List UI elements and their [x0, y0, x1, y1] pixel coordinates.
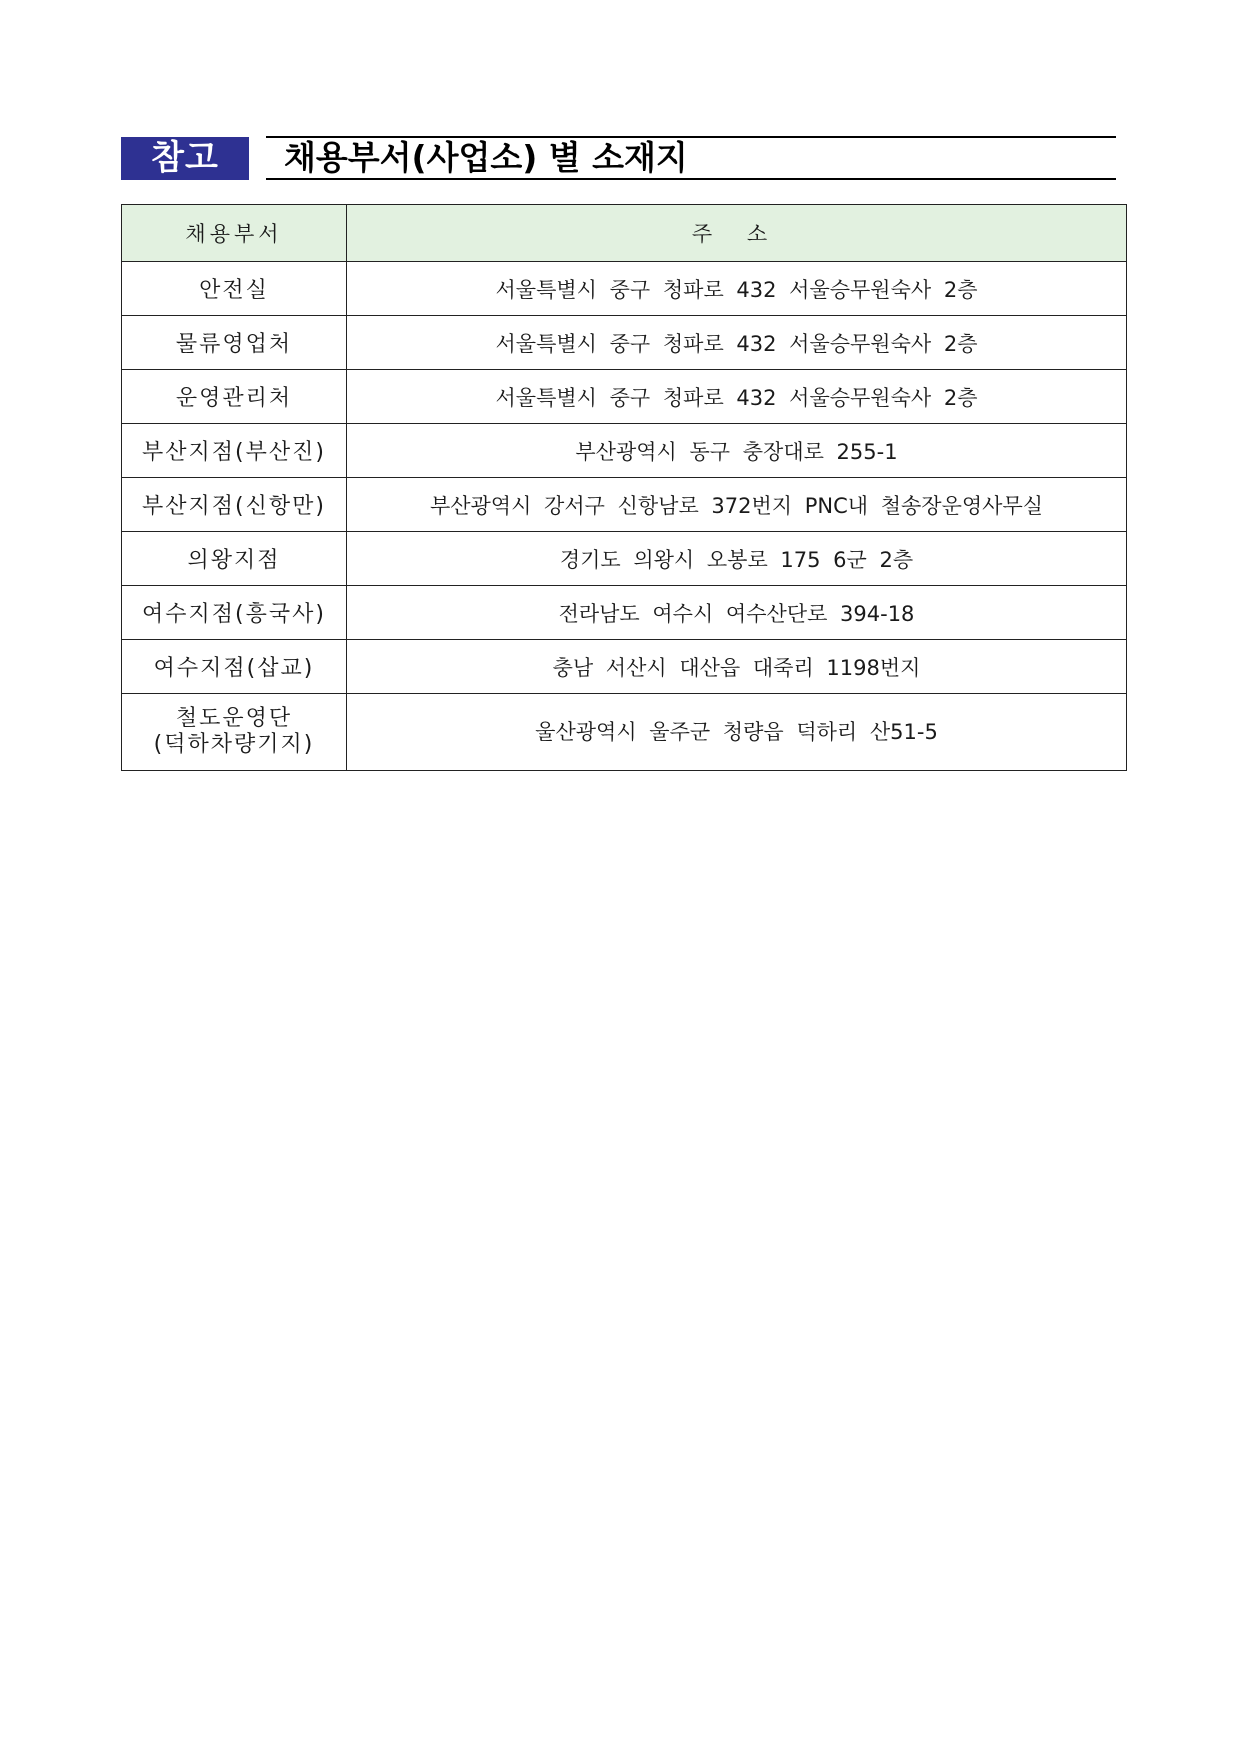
dept-cell: 운영관리처: [122, 370, 347, 424]
address-cell: 부산광역시 동구 충장대로 255-1: [347, 424, 1127, 478]
table-row: [122, 586, 1127, 640]
dept-cell: [122, 694, 347, 771]
address-cell: 부산광역시 강서구 신항남로 372번지 PNC내 철송장운영사무실: [347, 478, 1127, 532]
table-row: [122, 370, 1127, 424]
dept-cell-line: 철도운영단: [175, 706, 293, 731]
table-row: [122, 532, 1127, 586]
address-cell: 서울특별시 중구 청파로 432 서울승무원숙사 2층: [347, 262, 1127, 316]
dept-cell: 물류영업처: [122, 316, 347, 370]
address-cell: 서울특별시 중구 청파로 432 서울승무원숙사 2층: [347, 370, 1127, 424]
dept-cell-line: (덕하차량기지): [153, 732, 315, 757]
table-row: [122, 478, 1127, 532]
table-row: [122, 694, 1127, 771]
table-row: [122, 262, 1127, 316]
address-cell: 서울특별시 중구 청파로 432 서울승무원숙사 2층: [347, 316, 1127, 370]
reference-badge: 참고: [121, 137, 249, 180]
address-cell: 충남 서산시 대산읍 대죽리 1198번지: [347, 640, 1127, 694]
section-header: [121, 134, 1116, 182]
table-row: [122, 316, 1127, 370]
dept-cell: 여수지점(삽교): [122, 640, 347, 694]
dept-cell: 부산지점(부산진): [122, 424, 347, 478]
column-header-address: 주 소: [347, 205, 1127, 262]
dept-cell: 의왕지점: [122, 532, 347, 586]
dept-cell: 부산지점(신항만): [122, 478, 347, 532]
table-header-row: [122, 205, 1127, 262]
table-row: [122, 424, 1127, 478]
dept-cell: 안전실: [122, 262, 347, 316]
column-header-dept: 채용부서: [122, 205, 347, 262]
dept-cell: 여수지점(흥국사): [122, 586, 347, 640]
title-rule-bottom: [266, 178, 1116, 180]
address-cell: 경기도 의왕시 오봉로 175 6군 2층: [347, 532, 1127, 586]
location-table: [121, 204, 1127, 771]
table-row: [122, 640, 1127, 694]
location-table-container: [121, 204, 1126, 771]
page-title: 채용부서(사업소) 별 소재지: [284, 138, 688, 177]
address-cell: 전라남도 여수시 여수산단로 394-18: [347, 586, 1127, 640]
address-cell: 울산광역시 울주군 청량읍 덕하리 산51-5: [347, 694, 1127, 771]
